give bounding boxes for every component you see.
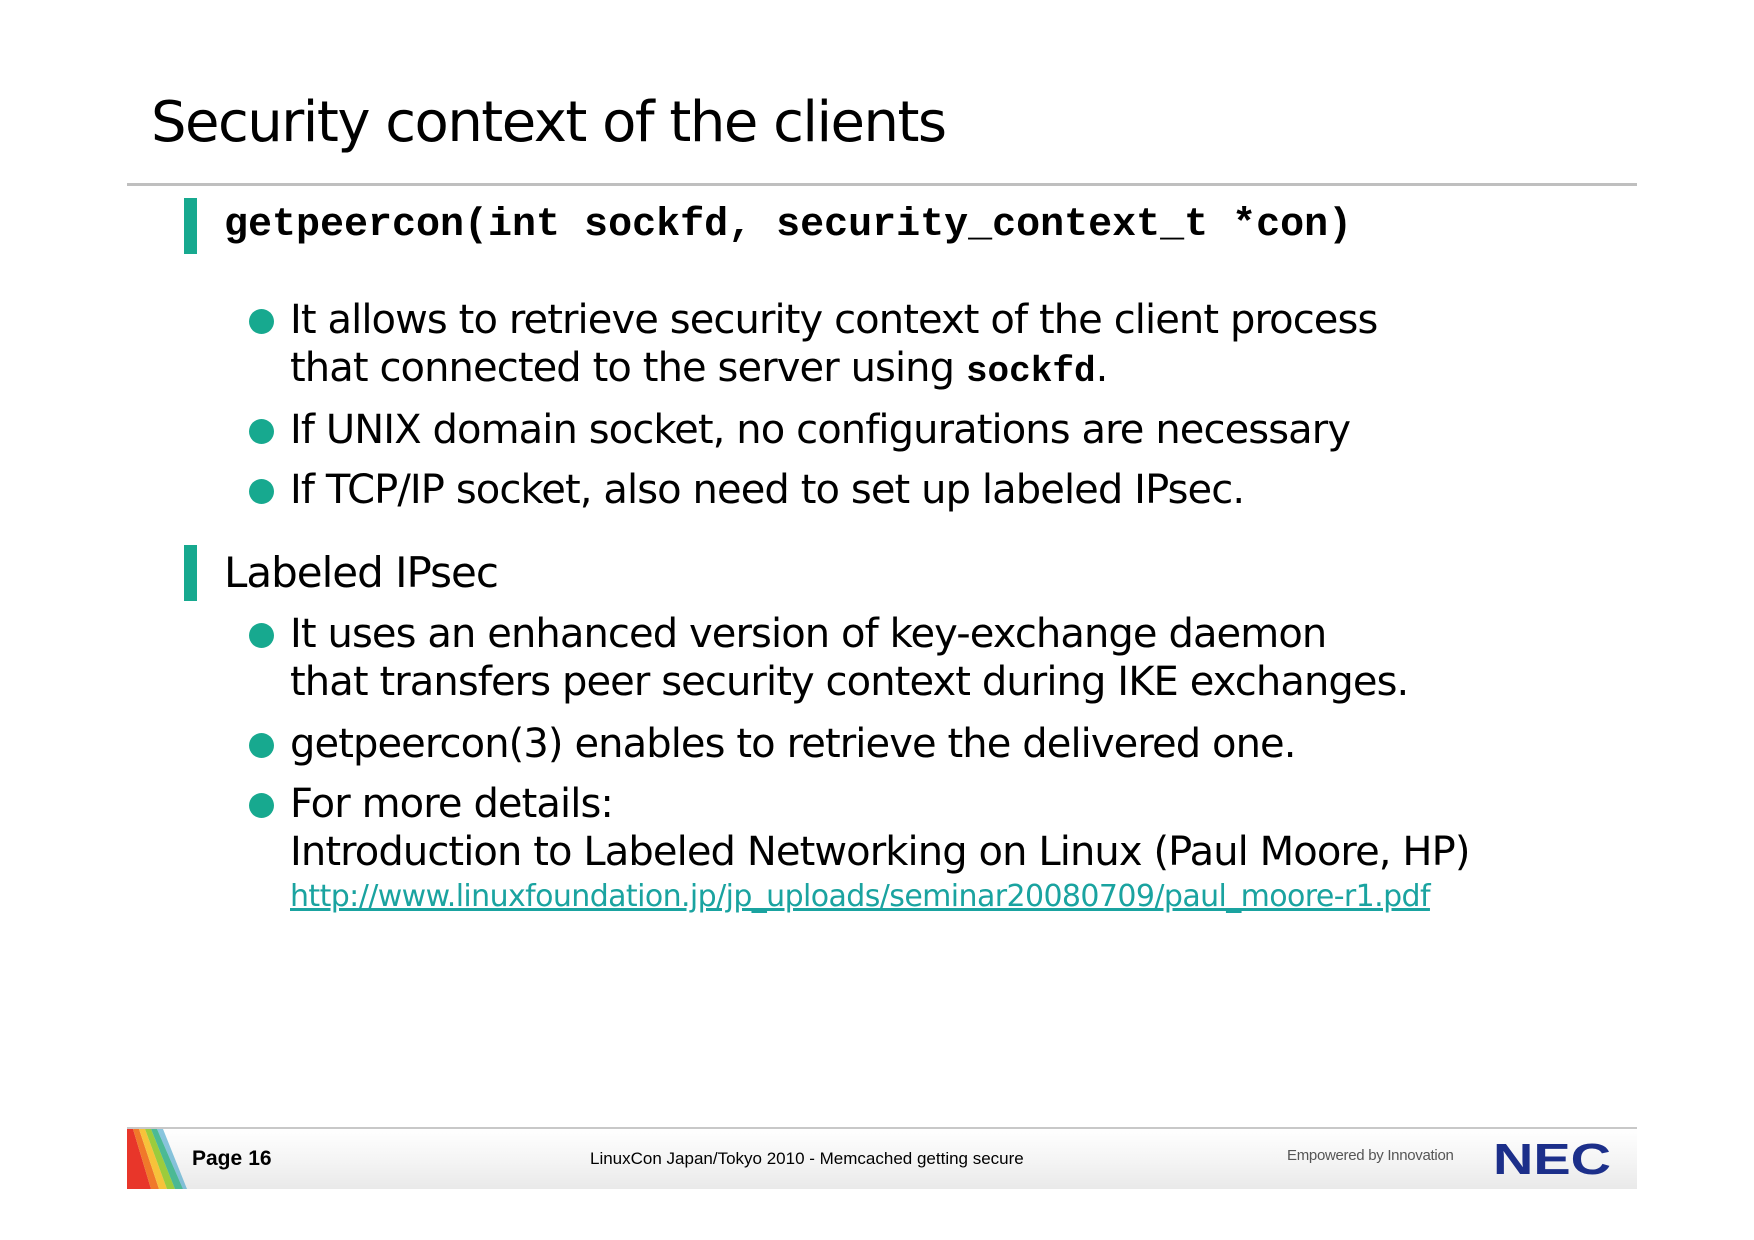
inline-code-sockfd: sockfd — [965, 351, 1096, 392]
section-marker-bar — [184, 545, 197, 601]
slide-title: Security context of the clients — [151, 90, 946, 155]
bullet-dot-icon — [249, 623, 274, 648]
bullet-dot-icon — [249, 419, 274, 444]
page-number-value: 16 — [248, 1147, 272, 1170]
title-divider — [127, 183, 1637, 186]
bullet-text-line: If TCP/IP socket, also need to set up labeled IPsec. — [290, 467, 1245, 513]
section-heading-labeled-ipsec: Labeled IPsec — [224, 548, 498, 597]
bullet-text-line — [290, 344, 1377, 396]
section-marker-bar — [184, 198, 197, 254]
bullet-text-segment: that connected to the server using — [290, 345, 966, 391]
rainbow-stripes-icon — [127, 1129, 187, 1189]
bullet-dot-icon — [249, 309, 274, 334]
conference-footer-text: LinuxCon Japan/Tokyo 2010 - Memcached getting secure — [590, 1149, 1024, 1168]
nec-logo-icon — [1490, 1138, 1615, 1180]
page-label-text: Page — [192, 1147, 243, 1170]
bullet-text-suffix: . — [1095, 345, 1108, 391]
bullet-text-line: For more details: — [290, 781, 613, 827]
bullet-text-line: getpeercon(3) enables to retrieve the delivered one. — [290, 721, 1296, 767]
section-heading-getpeercon: getpeercon(int sockfd, security_context_t *con) — [224, 203, 1353, 248]
reference-link[interactable]: http://www.linuxfoundation.jp/jp_uploads/seminar20080709/paul_moore-r1.pdf — [290, 879, 1430, 914]
bullet-text-line: It uses an enhanced version of key-exchange daemon — [290, 611, 1327, 657]
company-tagline: Empowered by Innovation — [1287, 1147, 1454, 1164]
bullet-dot-icon — [249, 479, 274, 504]
bullet-text-line: It allows to retrieve security context of the client process — [290, 297, 1378, 343]
bullet-dot-icon — [249, 733, 274, 758]
page-number — [192, 1144, 272, 1174]
bullet-dot-icon — [249, 793, 274, 818]
bullet-text-line: If UNIX domain socket, no configurations are necessary — [290, 407, 1351, 453]
bullet-text-line: Introduction to Labeled Networking on Linux (Paul Moore, HP) — [290, 829, 1470, 875]
bullet-text-line: that transfers peer security context during IKE exchanges. — [290, 659, 1409, 705]
nec-logo-text: NEC — [1493, 1138, 1611, 1180]
